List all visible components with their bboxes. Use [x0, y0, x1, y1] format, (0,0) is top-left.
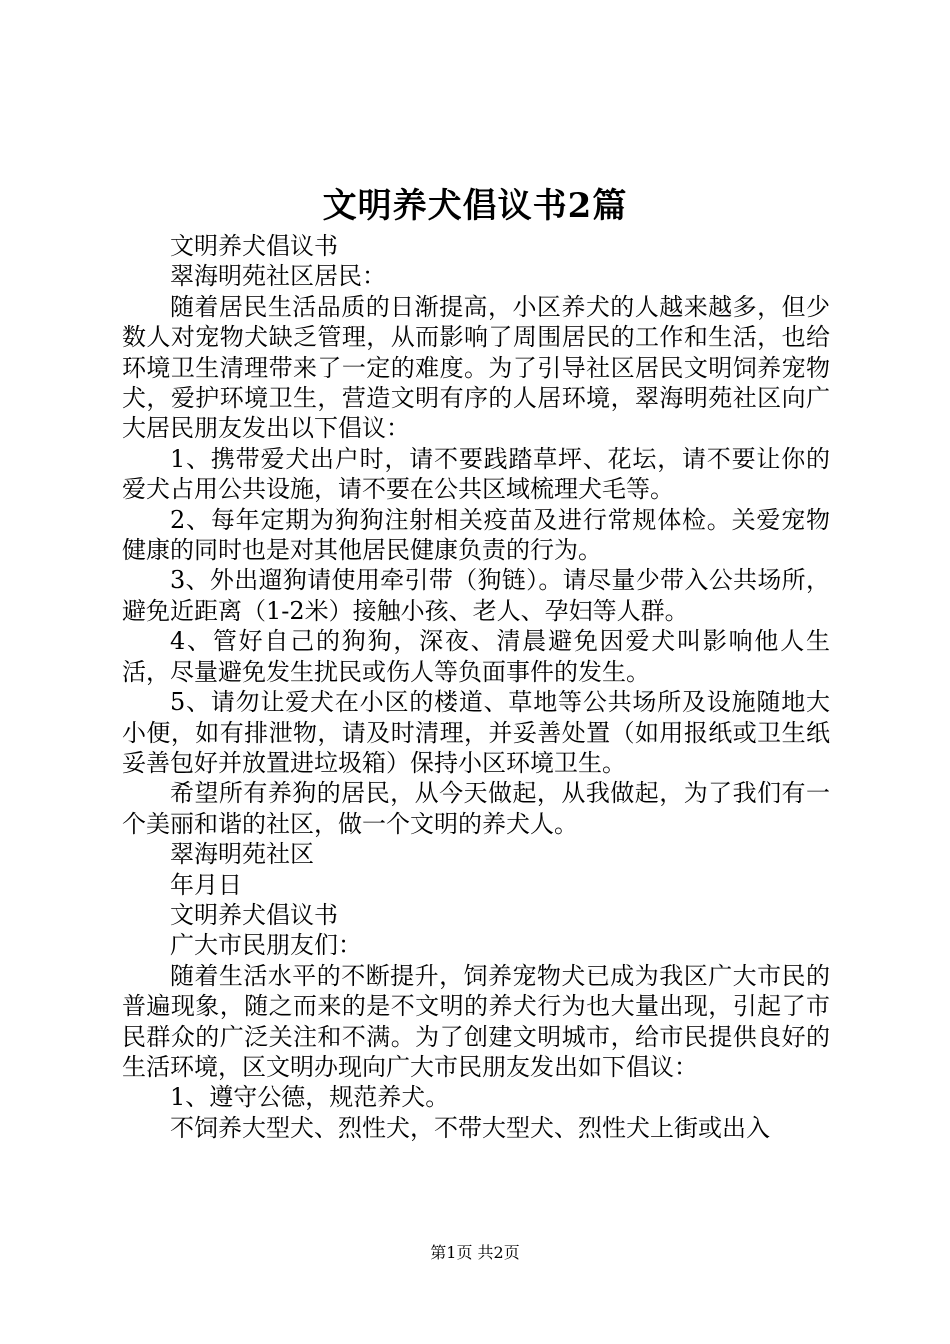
paragraph-item-5: 5、请勿让爱犬在小区的楼道、草地等公共场所及设施随地大小便，如有排泄物，请及时清理，并妥善处置（如用报纸或卫生纸妥善包好并放置进垃圾箱）保持小区环境卫生。: [122, 688, 830, 777]
paragraph-salutation-1: 翠海明苑社区居民：: [170, 262, 386, 291]
paragraph-item-2: 2、每年定期为狗狗注射相关疫苗及进行常规体检。关爱宠物健康的同时也是对其他居民健康负责的行为。: [122, 505, 830, 565]
paragraph-heading-1: 文明养犬倡议书: [170, 232, 338, 260]
paragraph-item-2-1: 1、遵守公德，规范养犬。: [170, 1083, 450, 1112]
paragraph-item-2-1-detail: 不饲养大型犬、烈性犬，不带大型犬、烈性犬上街或出入: [170, 1113, 770, 1142]
document-body: [122, 231, 830, 1143]
paragraph-salutation-2: 广大市民朋友们：: [170, 931, 362, 960]
paragraph-signature-1: 翠海明苑社区: [170, 840, 314, 869]
paragraph-heading-2: 文明养犬倡议书: [170, 900, 338, 929]
page-footer: 第1页 共2页: [430, 1243, 520, 1262]
paragraph-item-1: 1、携带爱犬出户时，请不要践踏草坪、花坛，请不要让你的爱犬占用公共设施，请不要在公共区域梳理犬毛等。: [122, 444, 830, 504]
paragraph-date-1: 年月日: [170, 870, 242, 899]
paragraph-item-4: 4、管好自己的狗狗，深夜、清晨避免因爱犬叫影响他人生活，尽量避免发生扰民或伤人等负面事件的发生。: [122, 627, 830, 686]
paragraph-item-3: 3、外出遛狗请使用牵引带（狗链）。请尽量少带入公共场所，避免近距离（1-2米）接触小孩、老人、孕妇等人群。: [122, 566, 830, 625]
paragraph-closing-1: 希望所有养狗的居民，从今天做起，从我做起，为了我们有一个美丽和谐的社区，做一个文明的养犬人。: [122, 779, 830, 838]
paragraph-intro-1: 随着居民生活品质的日渐提高，小区养犬的人越来越多，但少数人对宠物犬缺乏管理，从而影响了周围居民的工作和生活，也给环境卫生清理带来了一定的难度。为了引导社区居民文明饲养宠物犬，爱护环境卫生，营造文明有序的人居环境，翠海明苑社区向广大居民朋友发出以下倡议：: [122, 292, 830, 443]
document-title: 文明养犬倡议书2篇: [322, 186, 628, 226]
paragraph-intro-2: 随着生活水平的不断提升，饲养宠物犬已成为我区广大市民的普遍现象，随之而来的是不文明的养犬行为也大量出现，引起了市民群众的广泛关注和不满。为了创建文明城市，给市民提供良好的生活环境，区文明办现向广大市民朋友发出如下倡议：: [122, 961, 830, 1081]
